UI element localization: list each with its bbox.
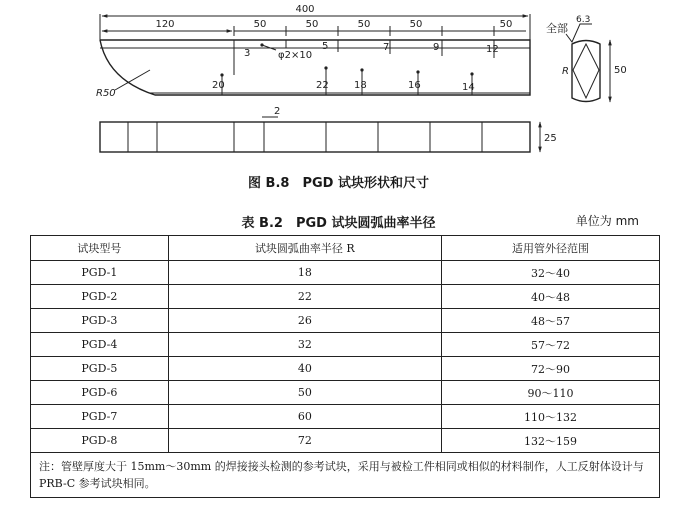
- cell-range: 32～40: [441, 261, 659, 285]
- figure-caption: 图 B.8 PGD 试块形状和尺寸: [248, 176, 429, 191]
- cell-model: PGD-4: [31, 333, 169, 357]
- dim-18: 18: [354, 80, 367, 91]
- cell-range: 57～72: [441, 333, 659, 357]
- dim-20: 20: [212, 80, 225, 91]
- table-row: [31, 261, 660, 285]
- dim-step-3: 50: [357, 19, 371, 30]
- cell-model: PGD-3: [31, 309, 169, 333]
- dim-12: 12: [486, 44, 499, 55]
- table-title: 表 B.2 PGD 试块圆弧曲率半径: [241, 216, 436, 231]
- table-row: [31, 381, 660, 405]
- table-row: [31, 429, 660, 453]
- cell-radius: 32: [168, 333, 441, 357]
- header-range: 适用管外径范围: [441, 236, 659, 261]
- header-model: 试块型号: [31, 236, 169, 261]
- cell-range: 132～159: [441, 429, 659, 453]
- dim-3: 3: [244, 48, 251, 59]
- cell-model: PGD-1: [31, 261, 169, 285]
- technical-drawing: [0, 0, 677, 170]
- dim-2: 2: [274, 106, 281, 117]
- table-note: 注：管壁厚度大于 15mm～30mm 的焊接接头检测的参考试块，采用与被检工件相同或相似的材料制作，人工反射体设计与 PRB-C 参考试块相同。: [31, 453, 660, 498]
- dim-5: 5: [322, 41, 329, 52]
- cell-range: 90～110: [441, 381, 659, 405]
- cell-radius: 60: [168, 405, 441, 429]
- dim-22: 22: [316, 80, 329, 91]
- table-row: [31, 285, 660, 309]
- dim-radius: R50: [96, 88, 116, 99]
- cell-radius: 40: [168, 357, 441, 381]
- dim-overall: 400: [295, 4, 315, 15]
- unit-label: 单位为 mm: [575, 214, 639, 228]
- cell-model: PGD-5: [31, 357, 169, 381]
- dim-step-4: 50: [409, 19, 423, 30]
- dim-R: R: [562, 66, 569, 77]
- table-row: [31, 405, 660, 429]
- dim-step-2: 50: [305, 19, 319, 30]
- cell-radius: 50: [168, 381, 441, 405]
- cell-range: 40～48: [441, 285, 659, 309]
- dim-50: 50: [614, 65, 627, 76]
- table-row: [31, 357, 660, 381]
- cell-model: PGD-6: [31, 381, 169, 405]
- dim-9: 9: [433, 42, 440, 53]
- roughness-value: 6.3: [576, 15, 591, 25]
- table-row: [31, 309, 660, 333]
- dim-step-1: 50: [253, 19, 267, 30]
- cell-model: PGD-8: [31, 429, 169, 453]
- header-radius: 试块圆弧曲率半径 R: [168, 236, 441, 261]
- table-header-row: [31, 236, 660, 261]
- all-label: 全部: [546, 22, 568, 35]
- dim-16: 16: [408, 80, 421, 91]
- table-note-row: [31, 453, 660, 498]
- spec-table: [30, 235, 660, 498]
- cell-radius: 72: [168, 429, 441, 453]
- cell-radius: 18: [168, 261, 441, 285]
- dim-25: 25: [544, 133, 557, 144]
- cell-radius: 22: [168, 285, 441, 309]
- dim-14: 14: [462, 82, 475, 93]
- dim-7: 7: [383, 42, 390, 53]
- cell-model: PGD-2: [31, 285, 169, 309]
- table-row: [31, 333, 660, 357]
- dim-left: 120: [155, 19, 175, 30]
- dim-hole: φ2×10: [278, 50, 313, 61]
- cell-radius: 26: [168, 309, 441, 333]
- cell-range: 72～90: [441, 357, 659, 381]
- cell-range: 110～132: [441, 405, 659, 429]
- cell-range: 48～57: [441, 309, 659, 333]
- dim-step-5: 50: [499, 19, 513, 30]
- cell-model: PGD-7: [31, 405, 169, 429]
